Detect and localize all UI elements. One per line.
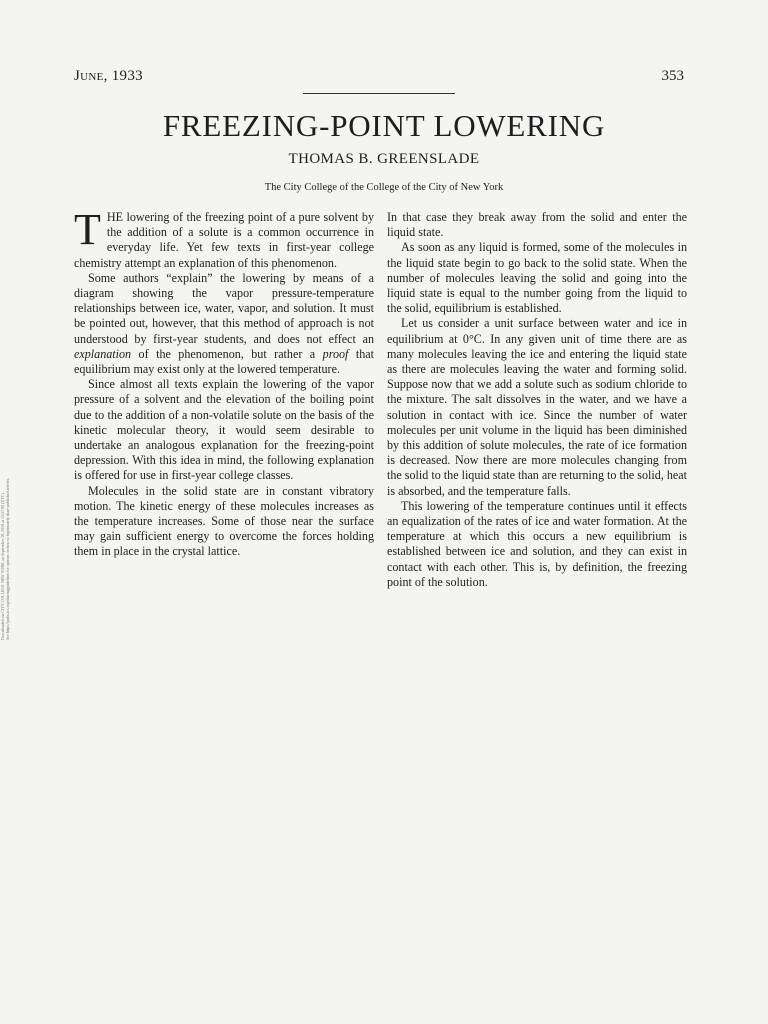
article-title: FREEZING-POINT LOWERING <box>162 108 606 143</box>
emphasis-text: proof <box>322 346 349 361</box>
paragraph-text: of the phenomenon, but rather a <box>131 346 323 361</box>
download-notice-line: Downloaded via CITY COLLEGE NEW YORK on September 18, 2019 at 13:57:00 (UTC). <box>0 492 5 640</box>
article-author: THOMAS B. GREENSLADE <box>288 151 480 167</box>
paragraph-text: that equilibrium may exist only at the lowered temperature. <box>74 346 374 377</box>
page-number: 353 <box>661 68 684 84</box>
paragraph <box>74 205 374 271</box>
paragraph-text: HE lowering of the freezing point of a pure solvent by the addition of a solute is a common occurrence in everyday life. Yet few texts in first-year college chemistry attempt an explanation of this phenomenon. <box>74 210 374 270</box>
paragraph <box>74 271 374 377</box>
paragraph: This lowering of the temperature continues until it effects an equalization of the rates of ice and water formation. At the temperature at which this occurs a new equilibrium is established between ice and solution, and they can exist in contact with each other. This is, by definition, the freezing point of the solution. <box>387 498 687 589</box>
paragraph: Molecules in the solid state are in constant vibratory motion. The kinetic energy of these molecules increases as the temperature increases. Some of those near the surface may gain sufficient energy to overcome the forces holding them in place in the crystal lattice. <box>74 483 374 559</box>
paragraph-text: Some authors “explain” the lowering by means of a diagram showing the vapor pressure-temperature relationships between ice, water, vapor, and solution. It must be pointed out, however, that this method of approach is not understood by first-year students, and does not effect an <box>74 270 374 346</box>
paragraph: Since almost all texts explain the lowering of the vapor pressure of a solvent and the elevation of the boiling point due to the addition of a non-volatile solute on the basis of the kinetic molecular theory, it would seem desirable to undertake an analogous explanation for the freezing-point depression. With this idea in mind, the following explanation is offered for use in first-year college classes. <box>74 377 374 483</box>
left-column <box>74 205 374 560</box>
sharing-notice-line: See https://pubs.acs.org/sharingguidelines for options on how to legitimately share published articles. <box>5 477 10 640</box>
right-column <box>387 210 687 590</box>
author-affiliation: The City College of the College of the City of New York <box>264 182 504 193</box>
drop-cap: T <box>74 205 101 254</box>
title-rule <box>303 93 455 94</box>
paragraph: Let us consider a unit surface between water and ice in equilibrium at 0°C. In any given unit of time there are as many molecules leaving the ice and entering the liquid state as there are molecules leaving the water and forming solid. Suppose now that we add a solute such as sodium chloride to the mixture. The salt dissolves in the water, and we have a solution in contact with ice. Since the number of water molecules per unit volume in the liquid has been diminished by this addition of solute molecules, the rate of ice formation is decreased. Now there are more molecules changing from the solid to the liquid state than are returning to the solid, heat is absorbed, and the temperature falls. <box>387 316 687 498</box>
issue-date: June, 1933 <box>74 68 143 84</box>
emphasis-text: explanation <box>74 346 132 361</box>
paragraph: In that case they break away from the solid and enter the liquid state. <box>387 210 687 240</box>
download-notice <box>0 400 20 640</box>
paragraph: As soon as any liquid is formed, some of the molecules in the liquid state begin to go back to the solid state. When the number of molecules leaving the solid and going into the liquid state is equal to the number going from the liquid to the solid, equilibrium is established. <box>387 240 687 316</box>
running-head <box>74 68 684 88</box>
